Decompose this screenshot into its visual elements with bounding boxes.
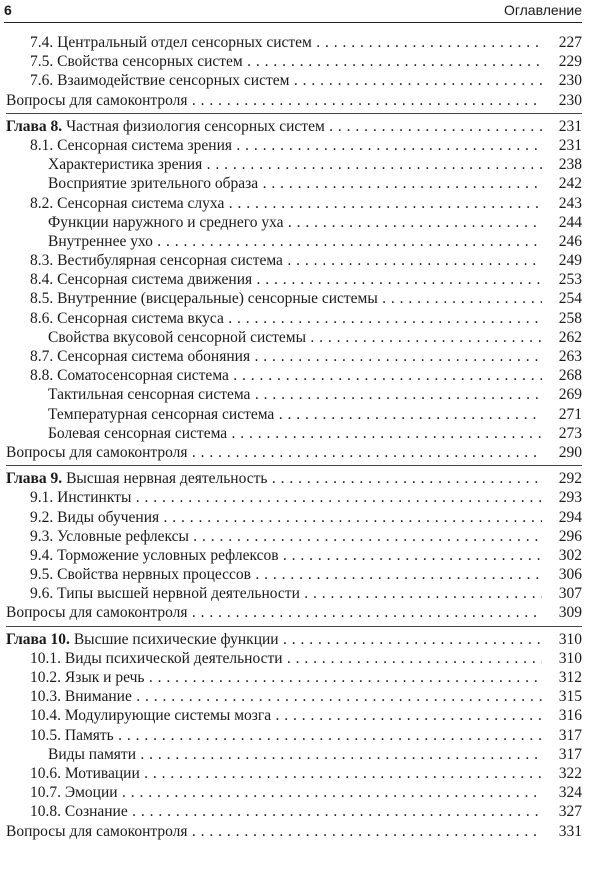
toc-entry[interactable] — [6, 527, 582, 546]
toc-entry-title — [6, 726, 542, 745]
page-ref: 309 — [558, 604, 582, 622]
toc-entry-title — [6, 822, 542, 841]
toc-entry[interactable] — [6, 71, 582, 90]
entry-text: 7.6. Взаимодействие сенсорных систем — [30, 72, 290, 90]
chapter-label: Глава 8. — [6, 117, 63, 135]
toc-entry[interactable] — [6, 328, 582, 347]
toc-entry[interactable] — [6, 546, 582, 565]
toc-entry-title — [6, 745, 542, 764]
page-ref: 315 — [558, 688, 582, 706]
table-of-contents — [6, 33, 582, 841]
toc-entry-title — [6, 764, 542, 783]
toc-chapter-entry[interactable] — [6, 630, 582, 649]
toc-entry[interactable] — [6, 668, 582, 687]
page-ref: 310 — [558, 630, 582, 648]
toc-entry[interactable] — [6, 603, 582, 622]
page-header — [4, 0, 582, 24]
page-ref: 227 — [558, 34, 582, 51]
page-ref: 246 — [558, 232, 582, 250]
toc-entry-title — [6, 443, 542, 462]
entry-text: Болевая сенсорная система — [48, 424, 228, 442]
entry-text: 8.3. Вестибулярная сенсорная система — [30, 252, 283, 270]
page-ref: 244 — [558, 213, 582, 231]
entry-text: Высшая нервная деятельность — [66, 470, 268, 488]
page-number: 6 — [4, 2, 12, 18]
toc-entry[interactable] — [6, 309, 582, 328]
toc-entry-title — [6, 405, 542, 424]
entry-text: Внутреннее ухо — [48, 232, 153, 250]
toc-entry[interactable] — [6, 584, 582, 603]
entry-text: 9.6. Типы высшей нервной деятельности — [30, 585, 300, 603]
entry-text: 8.7. Сенсорная система обоняния — [30, 348, 251, 365]
toc-entry-title — [6, 155, 542, 174]
toc-entry[interactable] — [6, 232, 582, 251]
toc-entry-title — [6, 584, 542, 603]
toc-entry[interactable] — [6, 443, 582, 462]
entry-text: 10.7. Эмоции — [30, 784, 118, 802]
page-ref: 294 — [558, 508, 582, 526]
page-ref: 231 — [558, 117, 582, 135]
toc-entry[interactable] — [6, 91, 582, 110]
toc-entry-title — [6, 649, 542, 668]
toc-section — [6, 465, 582, 623]
entry-text: Вопросы для самоконтроля — [6, 91, 188, 109]
toc-entry[interactable] — [6, 822, 582, 841]
toc-entry-title — [6, 469, 542, 488]
entry-text: Температурная сенсорная система — [48, 405, 275, 423]
entry-text: Частная физиология сенсорных систем — [66, 117, 325, 135]
toc-entry[interactable] — [6, 251, 582, 270]
page-ref: 231 — [558, 136, 582, 154]
toc-entry-title — [6, 174, 542, 193]
toc-entry[interactable] — [6, 52, 582, 71]
toc-entry-title — [6, 33, 542, 52]
entry-text: 8.6. Сенсорная система вкуса — [30, 309, 224, 327]
page-ref: 230 — [558, 91, 582, 109]
page-ref: 230 — [558, 72, 582, 90]
toc-section — [6, 33, 582, 110]
chapter-label: Глава 9. — [6, 470, 63, 488]
toc-entry-title — [6, 213, 542, 232]
entry-text: 9.4. Торможение условных рефлексов — [30, 546, 279, 564]
page-ref: 324 — [558, 784, 582, 802]
toc-entry-title — [6, 687, 542, 706]
entry-text: Характеристика зрения — [48, 156, 203, 174]
entry-text: 8.1. Сенсорная система зрения — [30, 136, 233, 154]
toc-entry[interactable] — [6, 366, 582, 385]
page-ref: 263 — [558, 348, 582, 365]
page-ref: 322 — [558, 764, 582, 782]
entry-text: Вопросы для самоконтроля — [6, 604, 188, 622]
page-ref: 331 — [558, 822, 582, 840]
toc-entry[interactable] — [6, 764, 582, 783]
toc-entry[interactable] — [6, 687, 582, 706]
running-title: Оглавление — [503, 2, 582, 18]
page-ref: 254 — [558, 290, 582, 308]
toc-entry-title — [6, 366, 542, 385]
page-ref: 316 — [558, 707, 582, 725]
toc-entry[interactable] — [6, 706, 582, 725]
toc-entry-title — [6, 802, 542, 821]
page-ref: 293 — [558, 489, 582, 507]
entry-text: Тактильная сенсорная система — [48, 386, 251, 404]
entry-text: 9.2. Виды обучения — [30, 508, 160, 526]
toc-entry[interactable] — [6, 565, 582, 584]
page-ref: 238 — [558, 156, 582, 174]
page-ref: 310 — [558, 649, 582, 667]
toc-entry[interactable] — [6, 783, 582, 802]
toc-entry[interactable] — [6, 726, 582, 745]
toc-entry-title — [6, 289, 542, 308]
entry-text: 10.1. Виды психической деятельности — [30, 649, 283, 667]
entry-text: 7.4. Центральный отдел сенсорных систем — [30, 34, 312, 51]
entry-text: Вопросы для самоконтроля — [6, 443, 188, 461]
entry-text: Высшие психические функции — [73, 630, 279, 648]
toc-entry-title — [6, 603, 542, 622]
entry-text: 8.2. Сенсорная система слуха — [30, 194, 225, 212]
toc-entry[interactable] — [6, 649, 582, 668]
entry-text: 9.1. Инстинкты — [30, 489, 132, 507]
toc-entry[interactable] — [6, 136, 582, 155]
toc-entry-title — [6, 91, 542, 110]
page-ref: 243 — [558, 194, 582, 212]
toc-entry[interactable] — [6, 155, 582, 174]
page-ref: 327 — [558, 803, 582, 821]
toc-chapter-entry[interactable] — [6, 117, 582, 136]
toc-entry-title — [6, 783, 542, 802]
chapter-label: Глава 10. — [6, 630, 70, 648]
header-rule — [4, 22, 582, 23]
page-ref: 317 — [558, 745, 582, 763]
toc-entry-title — [6, 546, 542, 565]
page-ref: 271 — [558, 405, 582, 423]
page-ref: 258 — [558, 309, 582, 327]
entry-text: 8.8. Соматосенсорная система — [30, 367, 229, 385]
page-ref: 269 — [558, 386, 582, 404]
toc-entry-title — [6, 232, 542, 251]
page-ref: 229 — [558, 53, 582, 71]
entry-text: 10.8. Сознание — [30, 803, 128, 821]
toc-entry-title — [6, 251, 542, 270]
toc-section — [6, 626, 582, 841]
toc-entry-title — [6, 71, 542, 90]
page-ref: 307 — [558, 585, 582, 603]
toc-entry[interactable] — [6, 289, 582, 308]
entry-text: 9.3. Условные рефлексы — [30, 527, 189, 545]
toc-entry-title — [6, 385, 542, 404]
toc-entry[interactable] — [6, 508, 582, 527]
page-ref: 296 — [558, 527, 582, 545]
toc-entry[interactable] — [6, 174, 582, 193]
toc-entry-title — [6, 488, 542, 507]
entry-text: 8.4. Сенсорная система движения — [30, 271, 253, 289]
page-ref: 242 — [558, 175, 582, 193]
page-ref: 249 — [558, 252, 582, 270]
entry-text: 10.2. Язык и речь — [30, 669, 145, 686]
entry-text: 9.5. Свойства нервных процессов — [30, 566, 252, 584]
toc-entry-title — [6, 270, 542, 289]
toc-entry[interactable] — [6, 194, 582, 213]
toc-entry-title — [6, 508, 542, 527]
toc-entry-title — [6, 194, 542, 213]
entry-text: Виды памяти — [48, 745, 136, 763]
toc-entry[interactable] — [6, 213, 582, 232]
entry-text: Функции наружного и среднего уха — [48, 213, 284, 231]
toc-chapter-entry[interactable] — [6, 469, 582, 488]
toc-entry-title — [6, 117, 542, 136]
toc-entry[interactable] — [6, 270, 582, 289]
toc-entry-title — [6, 309, 542, 328]
toc-entry[interactable] — [6, 424, 582, 443]
toc-entry-title — [6, 328, 542, 347]
toc-entry[interactable] — [6, 405, 582, 424]
entry-text: 7.5. Свойства сенсорных систем — [30, 53, 243, 71]
entry-text: Свойства вкусовой сенсорной системы — [48, 328, 307, 346]
toc-entry[interactable] — [6, 745, 582, 764]
toc-entry-title — [6, 136, 542, 155]
toc-section — [6, 113, 582, 462]
page-ref: 273 — [558, 424, 582, 442]
entry-text: Восприятие зрительного образа — [48, 175, 259, 193]
page-ref: 292 — [558, 470, 582, 488]
toc-entry-title — [6, 424, 542, 443]
toc-entry-title — [6, 630, 542, 649]
toc-entry-title — [6, 706, 542, 725]
entry-text: 10.4. Модулирующие системы мозга — [30, 707, 272, 725]
entry-text: 10.6. Мотивации — [30, 764, 140, 782]
page-ref: 302 — [558, 546, 582, 564]
toc-entry-title — [6, 565, 542, 584]
page-ref: 290 — [558, 443, 582, 461]
page-ref: 312 — [558, 669, 582, 686]
toc-entry[interactable] — [6, 802, 582, 821]
entry-text: Вопросы для самоконтроля — [6, 822, 188, 840]
entry-text: 8.5. Внутренние (висцеральные) сенсорные системы — [30, 290, 378, 308]
page-ref: 262 — [558, 328, 582, 346]
page-ref: 306 — [558, 566, 582, 584]
page-ref: 317 — [558, 726, 582, 744]
toc-entry[interactable] — [6, 385, 582, 404]
toc-entry-title — [6, 347, 542, 366]
toc-entry-title — [6, 668, 542, 687]
toc-entry-title — [6, 52, 542, 71]
entry-text: 10.5. Память — [30, 726, 114, 744]
toc-entry-title — [6, 527, 542, 546]
page-ref: 268 — [558, 367, 582, 385]
toc-entry[interactable] — [6, 488, 582, 507]
toc-entry[interactable] — [6, 347, 582, 366]
toc-entry[interactable] — [6, 33, 582, 52]
page-ref: 253 — [558, 271, 582, 289]
entry-text: 10.3. Внимание — [30, 688, 132, 706]
